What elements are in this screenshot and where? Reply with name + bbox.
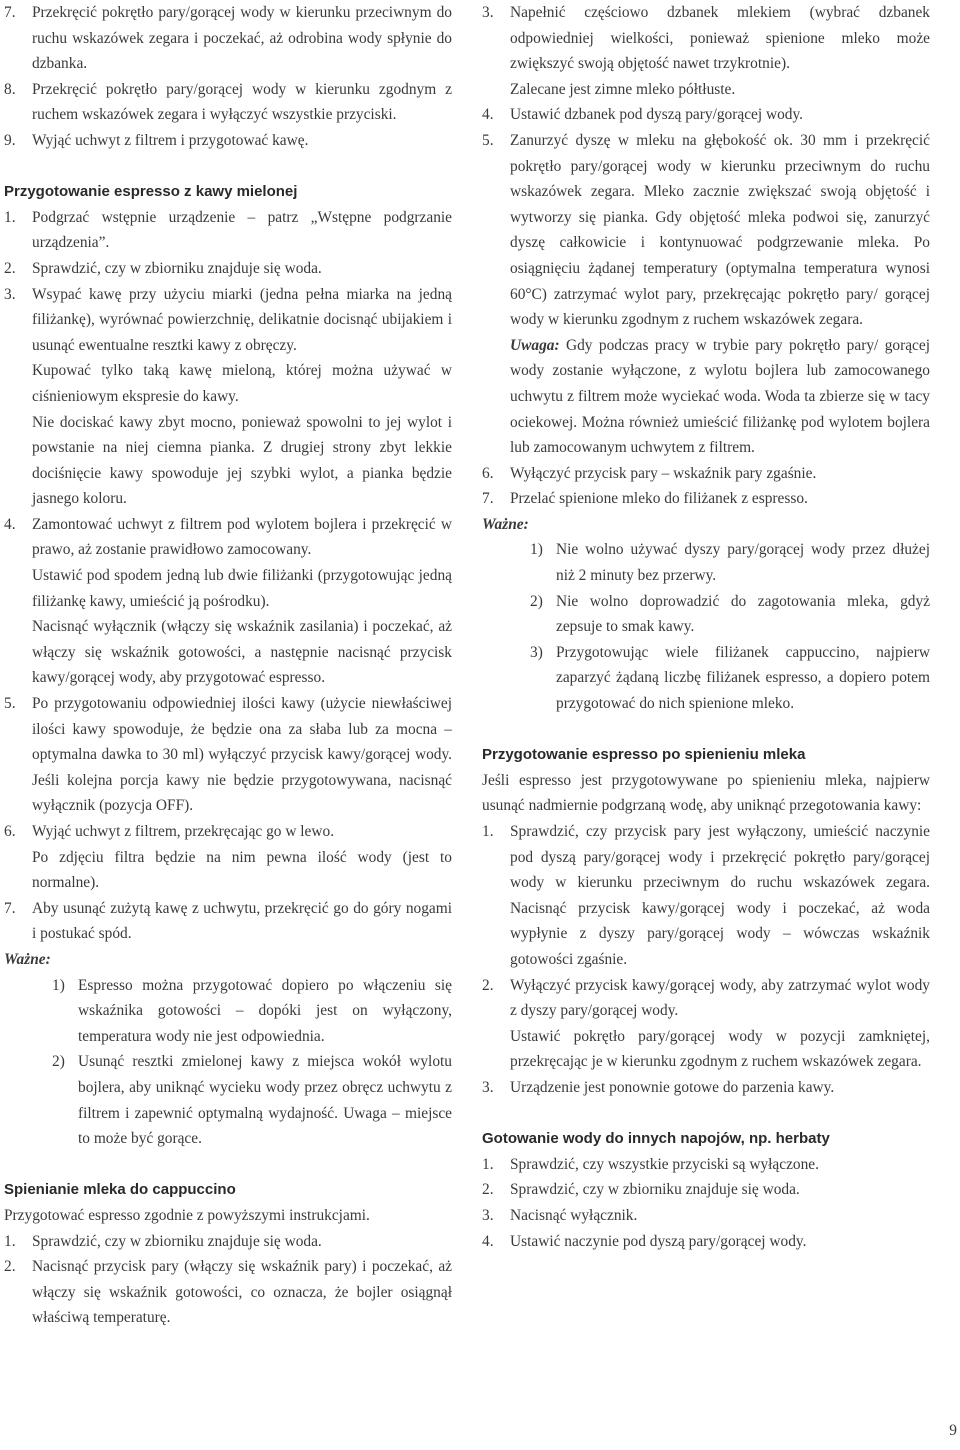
item-number: 3. xyxy=(4,285,16,303)
item-number: 5. xyxy=(4,695,16,713)
list-item xyxy=(482,461,930,487)
list-item xyxy=(4,77,452,128)
list-item xyxy=(4,1229,452,1255)
section-heading-po-spienieniu: Przygotowanie espresso po spienieniu mleka xyxy=(482,746,806,764)
important-item xyxy=(482,640,930,717)
item-number: 6. xyxy=(4,823,16,840)
list-item xyxy=(4,512,452,563)
item-number: 4. xyxy=(482,106,494,124)
list-item xyxy=(4,819,452,845)
item-text: Wyjąć uchwyt z filtrem i przygotować kawę. xyxy=(32,131,309,149)
item-text: Przekręcić pokrętło pary/gorącej wody w kierunku zgodnym z ruchem wskazówek zegara i wyłączyć wszystkie przyciski. xyxy=(32,80,452,124)
list-item xyxy=(4,256,452,282)
important-item xyxy=(482,537,930,588)
item-text: Sprawdzić, czy w zbiorniku znajduje się woda. xyxy=(510,1181,800,1199)
paragraph: Kupować tylko taką kawę mieloną, której można używać w ciśnieniowym ekspresie do kawy. xyxy=(32,362,452,405)
item-number: 3) xyxy=(530,643,543,661)
item-text: Ustawić naczynie pod dyszą pary/gorącej wody. xyxy=(510,1232,807,1250)
list-item xyxy=(4,0,452,77)
paragraph: Ustawić pokrętło pary/gorącej wody w pozycji zamkniętej, przekręcając je w kierunku zgodnym z ruchem wskazówek zegara. xyxy=(510,1027,930,1071)
item-number: 2. xyxy=(482,1181,494,1199)
item-text: Wyłączyć przycisk kawy/gorącej wody, aby zatrzymać wylot wody z dyszy pary/gorącej wody. xyxy=(510,976,930,1020)
list-item xyxy=(4,282,452,359)
list-item xyxy=(482,1177,930,1203)
item-number: 6. xyxy=(482,464,494,482)
important-item xyxy=(482,589,930,640)
item-text: Nacisnąć przycisk pary (włączy się wskaźnik pary) i poczekać, aż włączy się wskaźnik gotowości, co oznacza, że bojler osiągnął właściwą temperaturę. xyxy=(32,1258,452,1327)
item-number: 8. xyxy=(4,80,16,98)
item-number: 1) xyxy=(52,976,65,994)
list-item xyxy=(482,486,930,512)
item-text: Wsypać kawę przy użyciu miarki (jedna pełna miarka na jedną filiżankę), wyrównać powierzchnię, delikatnie docisnąć ubijakiem i usunąć ewentualne resztki kawy z obręczy. xyxy=(32,285,452,354)
important-label: Ważne: xyxy=(4,950,51,968)
left-column xyxy=(4,0,452,1331)
item-number: 7. xyxy=(482,490,494,508)
paragraph: Nie dociskać kawy zbyt mocno, ponieważ spowolni to jej wylot i powstanie na niej ciemna pianka. Z drugiej strony zbyt lekkie dociśnięcie kawy spowoduje jej szybki wylot, a pianka będzie jasnego koloru. xyxy=(32,413,452,508)
item-text: Sprawdzić, czy w zbiorniku znajduje się woda. xyxy=(32,259,322,277)
list-item xyxy=(482,0,930,77)
item-text: Urządzenie jest ponownie gotowe do parzenia kawy. xyxy=(510,1078,835,1096)
list-item xyxy=(482,819,930,973)
item-text: Wyłączyć przycisk pary – wskaźnik pary zgaśnie. xyxy=(510,464,817,482)
list-item xyxy=(482,102,930,128)
item-text: Przekręcić pokrętło pary/gorącej wody w kierunku przeciwnym do ruchu wskazówek zegara i poczekać, aż odrobina wody spłynie do dzbanka. xyxy=(32,4,452,73)
item-number: 3. xyxy=(482,4,494,21)
item-text: Nie wolno używać dyszy pary/gorącej wody przez dłużej niż 2 minuty bez przerwy. xyxy=(556,541,930,585)
item-text: Po przygotowaniu odpowiedniej ilości kawy (użycie niewłaściwej ilości kawy spowoduje, że będzie ona za słaba lub za mocna – optymalna dawka to 30 ml) wyłączyć przycisk kawy/gorącej wody. Jeśli kolejna porcja kawy nie będzie przygotowywana, nacisnąć wyłącznik (pozycja OFF). xyxy=(32,695,452,815)
item-number: 2. xyxy=(4,1258,16,1276)
item-text: Napełnić częściowo dzbanek mlekiem (wybrać dzbanek odpowiedniej wielkości, ponieważ spienione mleko może zwiększyć swoją objętość nawet trzykrotnie). xyxy=(510,4,930,73)
item-number: 1. xyxy=(482,823,494,840)
item-text: Aby usunąć zużytą kawę z uchwytu, przekręcić go do góry nogami i postukać spód. xyxy=(32,899,452,943)
list-item xyxy=(482,128,930,333)
item-number: 9. xyxy=(4,131,16,149)
important-label: Ważne: xyxy=(482,515,529,533)
item-number: 2) xyxy=(530,592,543,610)
item-number: 7. xyxy=(4,899,16,917)
item-number: 1. xyxy=(4,208,16,226)
list-item xyxy=(482,1152,930,1178)
item-number: 3. xyxy=(482,1078,494,1096)
item-text: Espresso można przygotować dopiero po włączeniu się wskaźnika gotowości – dopóki jest on wyłączony, temperatura wody nie jest odpowiednia. xyxy=(78,976,452,1045)
item-number: 1. xyxy=(4,1232,16,1250)
item-number: 2) xyxy=(52,1053,65,1071)
item-text: Przelać spienione mleko do filiżanek z espresso. xyxy=(510,490,808,508)
note-text: Gdy podczas pracy w trybie pary pokrętło pary/ gorącej wody zostanie wyłączone, z wylotu bojlera lub zamocowanego uchwytu z filtrem może wyciekać woda. Woda ta zbierze się w tacy ociekowej. Można również umieścić filiżankę pod wylotem bojlera lub zamocowanym uchwytem z filtrem. xyxy=(510,336,930,457)
important-item xyxy=(4,973,452,1050)
section-intro: Jeśli espresso jest przygotowywane po spienieniu mleka, najpierw usunąć nadmiernie podgrzaną wodę, aby uniknąć przegotowania kawy: xyxy=(482,771,930,815)
list-item xyxy=(4,896,452,947)
list-item xyxy=(482,973,930,1024)
section-intro: Przygotować espresso zgodnie z powyższymi instrukcjami. xyxy=(4,1206,370,1224)
section-heading-espresso: Przygotowanie espresso z kawy mielonej xyxy=(4,183,298,201)
item-number: 7. xyxy=(4,4,16,21)
section-heading-spienianie: Spienianie mleka do cappuccino xyxy=(4,1181,236,1199)
item-text: Zamontować uchwyt z filtrem pod wylotem bojlera i przekręcić w prawo, aż zostanie prawidłowo zamocowany. xyxy=(32,515,452,559)
item-text: Sprawdzić, czy przycisk pary jest wyłączony, umieścić naczynie pod dyszą pary/gorącej wody i przekręcić pokrętło pary/gorącej wody w kierunku przeciwnym do ruchu wskazówek zegara. Nacisnąć przycisk kawy/gorącej wody i poczekać, aż woda wypłynie z dyszy pary/gorącej wody – wówczas wskaźnik gotowości zgaśnie. xyxy=(510,823,930,968)
item-text: Nacisnąć wyłącznik. xyxy=(510,1206,638,1224)
item-text: Sprawdzić, czy wszystkie przyciski są wyłączone. xyxy=(510,1155,819,1173)
item-number: 2. xyxy=(4,259,16,277)
paragraph: Zalecane jest zimne mleko półtłuste. xyxy=(510,80,736,98)
item-text: Wyjąć uchwyt z filtrem, przekręcając go w lewo. xyxy=(32,823,335,840)
note-label: Uwaga: xyxy=(510,336,560,354)
section-heading-gotowanie: Gotowanie wody do innych napojów, np. herbaty xyxy=(482,1130,830,1148)
item-number: 4. xyxy=(4,515,16,533)
item-number: 1. xyxy=(482,1155,494,1173)
right-column xyxy=(482,0,930,1254)
list-item xyxy=(482,1229,930,1255)
list-item xyxy=(4,205,452,256)
item-number: 1) xyxy=(530,541,543,559)
item-number: 5. xyxy=(482,131,494,149)
list-item xyxy=(4,691,452,819)
list-item xyxy=(482,1203,930,1229)
page-number: 9 xyxy=(949,1422,957,1440)
important-item xyxy=(4,1049,452,1151)
item-text: Usunąć resztki zmielonej kawy z miejsca wokół wylotu bojlera, aby uniknąć wycieku wody przez obręcz uchwytu z filtrem i zapewnić optymalną wydajność. Uwaga – miejsce to może być gorące. xyxy=(78,1053,452,1148)
list-item xyxy=(482,1075,930,1101)
list-item xyxy=(4,128,452,154)
note-paragraph xyxy=(482,333,930,461)
paragraph: Po zdjęciu filtra będzie na nim pewna ilość wody (jest to normalne). xyxy=(32,848,452,892)
item-text: Sprawdzić, czy w zbiorniku znajduje się woda. xyxy=(32,1232,322,1250)
paragraph: Nacisnąć wyłącznik (włączy się wskaźnik zasilania) i poczekać, aż włączy się wskaźnik gotowości, a następnie nacisnąć przycisk kawy/gorącej wody, aby przygotować espresso. xyxy=(32,618,452,687)
list-item xyxy=(4,1254,452,1331)
item-number: 2. xyxy=(482,976,494,994)
item-text: Zanurzyć dyszę w mleku na głębokość ok. 30 mm i przekręcić pokrętło pary/gorącej wody w kierunku przeciwnym do ruchu wskazówek zegara. Mleko zacznie zwiększać swoją objętość i wytworzy się pianka. Gdy objętość mleka podwoi się, zanurzyć dyszę całkowicie i kontynuować podgrzewanie mleka. Po osiągnięciu żądanej temperatury (optymalna temperatura wynosi 60°C) zatrzymać wylot pary, przekręcając pokrętło pary/ gorącej wody w kierunku zgodnym z ruchem wskazówek zegara. xyxy=(510,131,930,329)
item-text: Nie wolno doprowadzić do zagotowania mleka, gdyż zepsuje to smak kawy. xyxy=(556,592,930,636)
paragraph: Ustawić pod spodem jedną lub dwie filiżanki (przygotowując jedną filiżankę kawy, umieścić ją pośrodku). xyxy=(32,567,452,610)
item-number: 4. xyxy=(482,1232,494,1250)
item-text: Podgrzać wstępnie urządzenie – patrz „Wstępne podgrzanie urządzenia”. xyxy=(32,208,452,252)
item-text: Przygotowując wiele filiżanek cappuccino, najpierw zaparzyć żądaną liczbę filiżanek espresso, a dopiero potem przygotować do nich spienione mleko. xyxy=(556,643,930,713)
item-text: Ustawić dzbanek pod dyszą pary/gorącej wody. xyxy=(510,106,804,124)
item-number: 3. xyxy=(482,1206,494,1224)
